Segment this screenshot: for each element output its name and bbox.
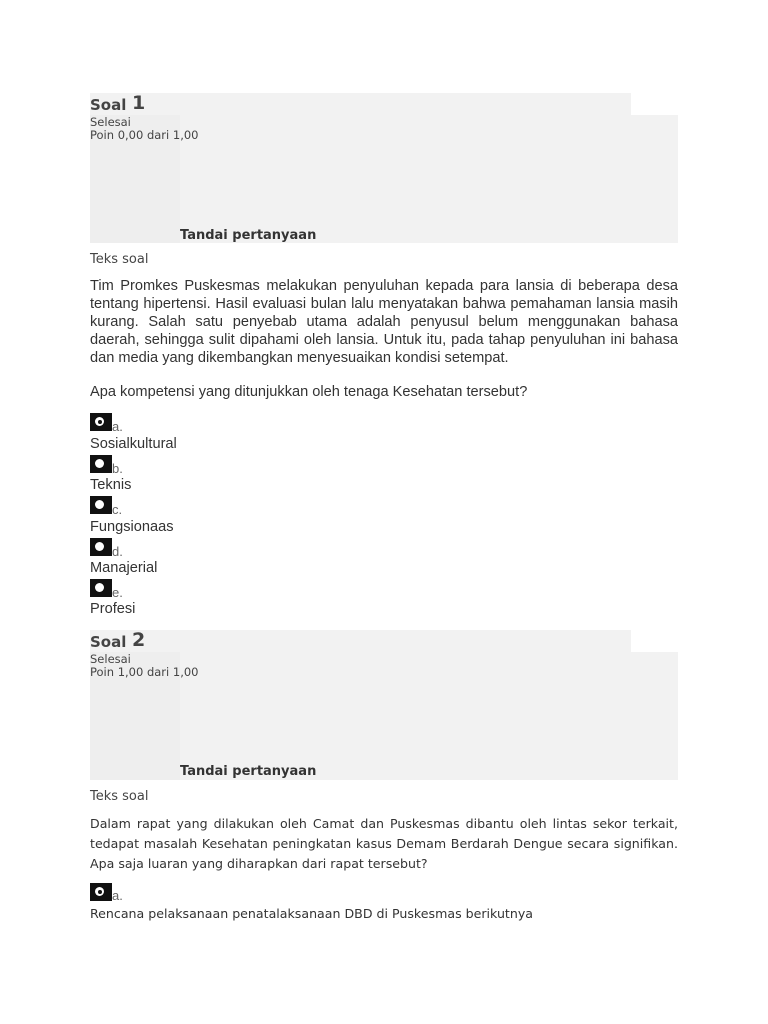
- question-2-info: [90, 652, 678, 780]
- option-b-label[interactable]: Teknis: [90, 477, 132, 493]
- option-d-radio[interactable]: [90, 538, 112, 556]
- radio-empty-icon: [95, 583, 104, 592]
- radio-empty-icon: [95, 542, 104, 551]
- option-a-label[interactable]: Rencana pelaksanaan penatalaksanaan DBD di Puskesmas berikutnya: [90, 906, 534, 921]
- radio-checked-icon: [95, 417, 104, 426]
- option-c-radio[interactable]: [90, 496, 112, 514]
- option-d-letter: d.: [112, 544, 123, 559]
- option-a-label[interactable]: Sosialkultural: [90, 436, 177, 452]
- question-points: Poin 1,00 dari 1,00: [90, 665, 199, 679]
- question-1-header: [90, 93, 631, 115]
- question-text-heading: Teks soal: [90, 252, 149, 267]
- question-status: Selesai: [90, 652, 131, 666]
- option-c-label[interactable]: Fungsionaas: [90, 519, 174, 535]
- flag-question-link[interactable]: Tandai pertanyaan: [180, 764, 317, 779]
- radio-empty-icon: [95, 500, 104, 509]
- option-a-letter: a.: [112, 888, 123, 903]
- question-points: Poin 0,00 dari 1,00: [90, 128, 199, 142]
- flag-question-link[interactable]: Tandai pertanyaan: [180, 228, 317, 243]
- option-d-label[interactable]: Manajerial: [90, 560, 158, 576]
- option-e-radio[interactable]: [90, 579, 112, 597]
- option-a-radio[interactable]: [90, 413, 112, 431]
- radio-checked-icon: [95, 887, 104, 896]
- question-text: Dalam rapat yang dilakukan oleh Camat dan Puskesmas dibantu oleh lintas sekor terkait, tedapat masalah Kesehatan peningkatan kasus Demam Berdarah Dengue secara signifikan. Apa saja luaran yang diharapkan dari rapat tersebut?: [90, 816, 678, 871]
- option-b-radio[interactable]: [90, 455, 112, 473]
- question-status: Selesai: [90, 115, 131, 129]
- question-text-heading: Teks soal: [90, 789, 149, 804]
- option-a-radio[interactable]: [90, 883, 112, 901]
- question-text: Tim Promkes Puskesmas melakukan penyuluhan kepada para lansia di beberapa desa tentang hipertensi. Hasil evaluasi bulan lalu menyatakan bahwa pemahaman lansia masih kurang. Salah satu penyebab utama adalah penyusul belum menggunakan bahasa daerah, sehingga sulit dipahami oleh lansia. Untuk itu, pada tahap penyuluhan ini bahasa dan media yang dikembangkan menyesuaikan kondisi setempat.: [90, 278, 678, 366]
- radio-empty-icon: [95, 459, 104, 468]
- question-prompt: Apa kompetensi yang ditunjukkan oleh tenaga Kesehatan tersebut?: [90, 384, 528, 400]
- option-b-letter: b.: [112, 461, 123, 476]
- option-a-letter: a.: [112, 419, 123, 434]
- question-label: Soal: [90, 633, 127, 651]
- question-number: 2: [132, 629, 146, 651]
- question-label: Soal: [90, 96, 127, 114]
- question-2-header: [90, 630, 631, 652]
- question-number: 1: [132, 92, 146, 114]
- question-1-info: [90, 115, 678, 243]
- option-e-letter: e.: [112, 585, 123, 600]
- option-c-letter: c.: [112, 502, 123, 517]
- option-e-label[interactable]: Profesi: [90, 601, 136, 617]
